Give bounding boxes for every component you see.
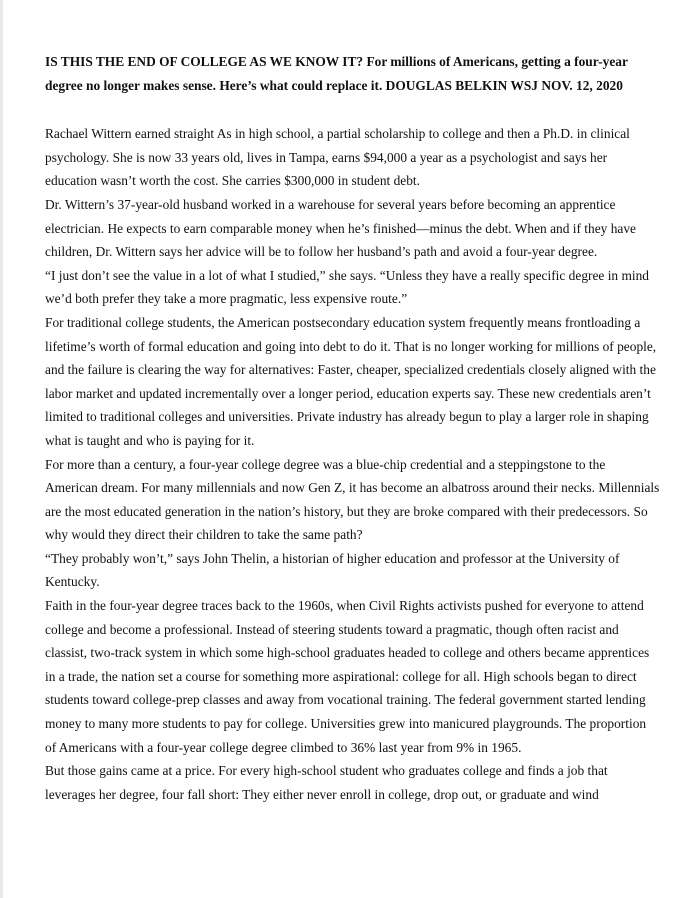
- page-edge: [0, 0, 3, 898]
- article-body: [45, 122, 660, 806]
- article-headline: IS THIS THE END OF COLLEGE AS WE KNOW IT? For millions of Americans, getting a four-year degree no longer makes sense. Here’s what could replace it. DOUGLAS BELKIN WSJ NOV. 12, 2020: [45, 54, 628, 93]
- paragraph: Dr. Wittern’s 37-year-old husband worked in a warehouse for several years before becoming an apprentice electrician. He expects to earn comparable money when he’s finished—minus the debt. When and if they have children, Dr. Wittern says her advice will be to follow her husband’s path and avoid a four-year degree.: [45, 196, 636, 260]
- document-page: [45, 50, 660, 806]
- paragraph: Rachael Wittern earned straight As in high school, a partial scholarship to college and then a Ph.D. in clinical psychology. She is now 33 years old, lives in Tampa, earns $94,000 a year as a psychologist and says her education wasn’t worth the cost. She carries $300,000 in student debt.: [45, 126, 630, 189]
- paragraph: Faith in the four-year degree traces back to the 1960s, when Civil Rights activists pushed for everyone to attend college and become a professional. Instead of steering students toward a pragmatic, though often racist and classist, two-track system in which some high-school graduates headed to college and others became apprentices in a trade, the nation set a course for something more aspirational: college for all. High schools began to direct students toward college-prep classes and away from vocational training. The federal government started lending money to many more students to pay for college. Universities grew into manicured playgrounds. The proportion of Americans with a four-year college degree climbed to 36% last year from 9% in 1965.: [45, 598, 650, 755]
- paragraph: “They probably won’t,” says John Thelin, a historian of higher education and professor at the University of Kentucky.: [45, 550, 620, 590]
- paragraph: For traditional college students, the American postsecondary education system frequently means frontloading a lifetime’s worth of formal education and going into debt to do it. That is no longer working for millions of people, and the failure is clearing the way for alternatives: Faster, cheaper, specialized credentials closely aligned with the labor market and updated incrementally over a longer period, education experts say. These new credentials aren’t limited to traditional colleges and universities. Private industry has already begun to play a larger role in shaping what is taught and who is paying for it.: [45, 314, 657, 448]
- paragraph: “I just don’t see the value in a lot of what I studied,” she says. “Unless they have a really specific degree in mind we’d both prefer they take a more pragmatic, less expensive route.”: [45, 267, 650, 307]
- paragraph: But those gains came at a price. For every high-school student who graduates college and finds a job that leverages her degree, four fall short: They either never enroll in college, drop out, or graduate and wind: [45, 763, 608, 802]
- paragraph: For more than a century, a four-year college degree was a blue-chip credential and a steppingstone to the American dream. For many millennials and now Gen Z, it has become an albatross around their necks. Millennials are the most educated generation in the nation’s history, but they are broke compared with their predecessors. So why would they direct their children to take the same path?: [45, 456, 660, 543]
